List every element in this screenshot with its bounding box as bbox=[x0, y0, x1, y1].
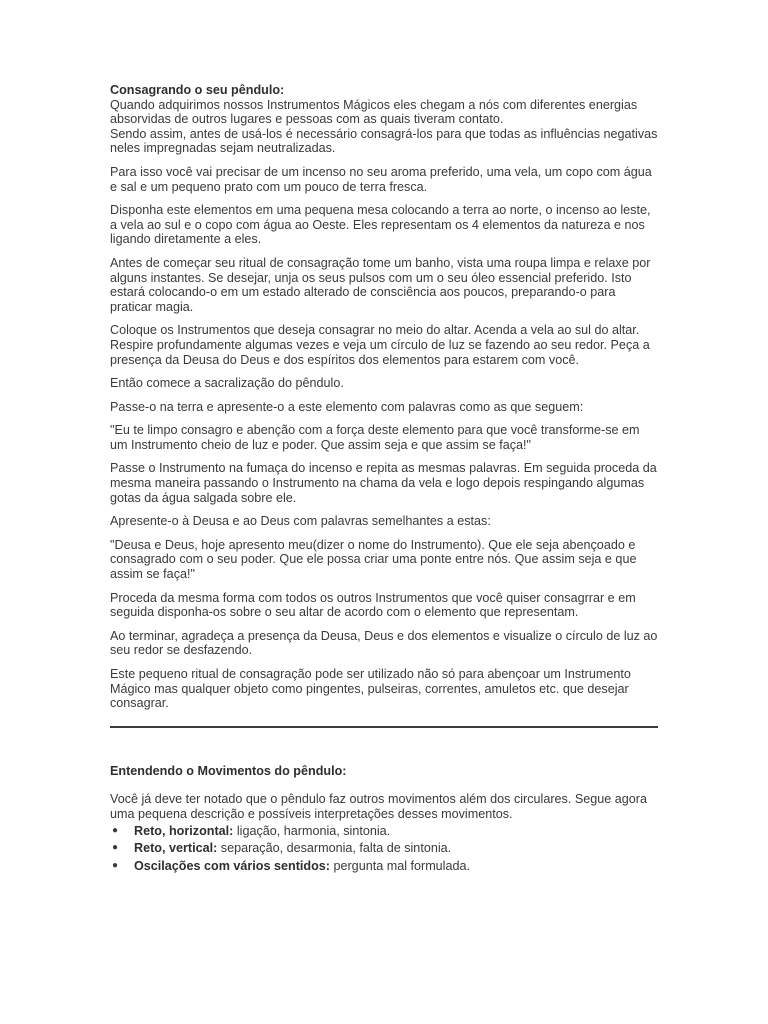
bullet-icon: ● bbox=[112, 842, 119, 854]
paragraph: Proceda da mesma forma com todos os outros Instrumentos que você quiser consagrrar e em seguida disponha-os sobre o seu altar de acordo com o elemento que representam. bbox=[110, 590, 636, 620]
quote-paragraph: "Eu te limpo consagro e abenção com a força deste elemento para que você transforme-se em um Instrumento cheio de luz e poder. Que assim seja e que assim se faça!" bbox=[110, 423, 640, 452]
paragraph: Ao terminar, agradeça a presença da Deusa, Deus e dos elementos e visualize o círculo de luz ao seu redor se desfazendo. bbox=[110, 628, 658, 658]
paragraph: Coloque os Instrumentos que deseja consagrar no meio do altar. Acenda a vela ao sul do altar. Respire profundamente algumas vezes e veja um círculo de luz se fazendo ao seu redor. Peça a presença da Deusa do Deus e dos espíritos dos elementos para estarem com você. bbox=[110, 323, 650, 367]
section-title: Entendendo o Movimentos do pêndulo: bbox=[110, 763, 347, 778]
quote-paragraph: "Deusa e Deus, hoje apresento meu(dizer o nome do Instrumento). Que ele seja abençoado e consagrado com o seu poder. Que ele possa criar uma ponte entre nós. Que assim seja e que assim se faça!" bbox=[110, 537, 637, 582]
paragraph: Apresente-o à Deusa e ao Deus com palavras semelhantes a estas: bbox=[110, 514, 491, 529]
list-item-term: Reto, horizontal: bbox=[134, 823, 234, 838]
list-item-desc: ligação, harmonia, sintonia. bbox=[233, 823, 391, 838]
section-consagrando bbox=[110, 83, 658, 711]
paragraph: Passe o Instrumento na fumaça do incenso e repita as mesmas palavras. Em seguida proceda da mesma maneira passando o Instrumento na chama da vela e logo depois respingando algumas gotas da água salgada sobre ele. bbox=[110, 461, 657, 505]
paragraph: Você já deve ter notado que o pêndulo faz outros movimentos além dos circulares. Segue agora uma pequena descrição e possíveis interpretações desses movimentos. bbox=[110, 792, 647, 821]
list-item-term: Reto, vertical: bbox=[134, 841, 218, 856]
list-item bbox=[110, 859, 658, 874]
list-item-term: Oscilações com vários sentidos: bbox=[134, 858, 330, 873]
section-movimentos bbox=[110, 764, 658, 874]
list-item-desc: separação, desarmonia, falta de sintonia. bbox=[217, 841, 452, 856]
paragraph: Este pequeno ritual de consagração pode ser utilizado não só para abençoar um Instrumento Mágico mas qualquer objeto como pingentes, pulseiras, correntes, amuletos etc. que desejar consagrar. bbox=[110, 667, 631, 711]
intro-line: Sendo assim, antes de usá-los é necessário consagrá-los para que todas as influências negativas neles impregnadas sejam neutralizadas. bbox=[110, 126, 658, 156]
list-item bbox=[110, 841, 658, 856]
intro-block bbox=[110, 83, 658, 156]
paragraph: Antes de começar seu ritual de consagração tome um banho, vista uma roupa limpa e relaxe por alguns instantes. Se desejar, unja os seus pulsos com um o seu óleo essencial preferido. Isto estará colocando-o em um estado alterado de consciência aos poucos, preparando-o para praticar magia. bbox=[110, 255, 651, 314]
document-page bbox=[110, 83, 658, 876]
section-title: Consagrando o seu pêndulo: bbox=[110, 83, 285, 97]
movement-list bbox=[110, 824, 658, 874]
paragraph: Para isso você vai precisar de um incenso no seu aroma preferido, uma vela, um copo com água e sal e um pequeno prato com um pouco de terra fresca. bbox=[110, 164, 652, 194]
paragraph: Então comece a sacralização do pêndulo. bbox=[110, 376, 344, 391]
list-item bbox=[110, 824, 658, 839]
paragraph: Disponha este elementos em uma pequena mesa colocando a terra ao norte, o incenso ao leste, a vela ao sul e o copo com água ao Oeste. Eles representam os 4 elementos da natureza e nos ligando diretamente a eles. bbox=[110, 203, 651, 247]
bullet-icon: ● bbox=[112, 824, 119, 836]
list-item-desc: pergunta mal formulada. bbox=[329, 858, 470, 873]
paragraph: Passe-o na terra e apresente-o a este elemento com palavras como as que seguem: bbox=[110, 399, 584, 414]
intro-line: Quando adquirimos nossos Instrumentos Mágicos eles chegam a nós com diferentes energias absorvidas de outros lugares e pessoas com as quais tiveram contato. bbox=[110, 97, 638, 127]
bullet-icon: ● bbox=[112, 859, 119, 871]
section-divider bbox=[110, 726, 658, 728]
